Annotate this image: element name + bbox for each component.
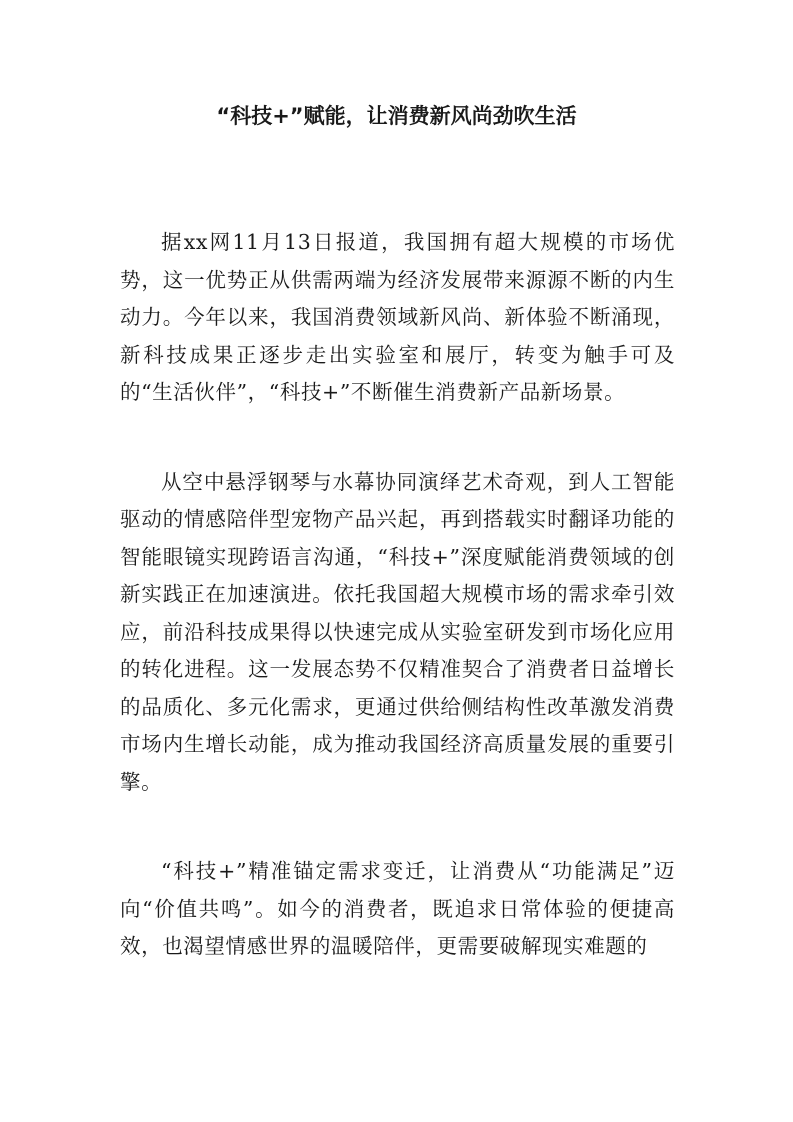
paragraph-1: 据xx网11月13日报道，我国拥有超大规模的市场优势，这一优势正从供需两端为经济发展带来源源不断的内生动力。今年以来，我国消费领域新风尚、新体验不断涌现，新科技成果正逐步走出实验室和展厅，转变为触手可及的“生活伙伴”，“科技+”不断催生消费新产品新场景。 — [120, 230, 675, 404]
paragraph-2: 从空中悬浮钢琴与水幕协同演绎艺术奇观，到人工智能驱动的情感陪伴型宠物产品兴起，再到搭载实时翻译功能的智能眼镜实现跨语言沟通，“科技+”深度赋能消费领域的创新实践正在加速演进。依托我国超大规模市场的需求牵引效应，前沿科技成果得以快速完成从实验室研发到市场化应用的转化进程。这一发展态势不仅精准契合了消费者日益增长的品质化、多元化需求，更通过供给侧结构性改革激发消费市场内生增长动能，成为推动我国经济高质量发展的重要引擎。 — [120, 469, 675, 794]
paragraph-3: “科技+”精准锚定需求变迁，让消费从“功能满足”迈向“价值共鸣”。如今的消费者，既追求日常体验的便捷高效，也渴望情感世界的温暖陪伴，更需要破解现实难题的 — [120, 859, 675, 958]
document-title: “科技+”赋能，让消费新风尚劲吹生活 — [216, 104, 577, 128]
document-body — [120, 224, 675, 966]
